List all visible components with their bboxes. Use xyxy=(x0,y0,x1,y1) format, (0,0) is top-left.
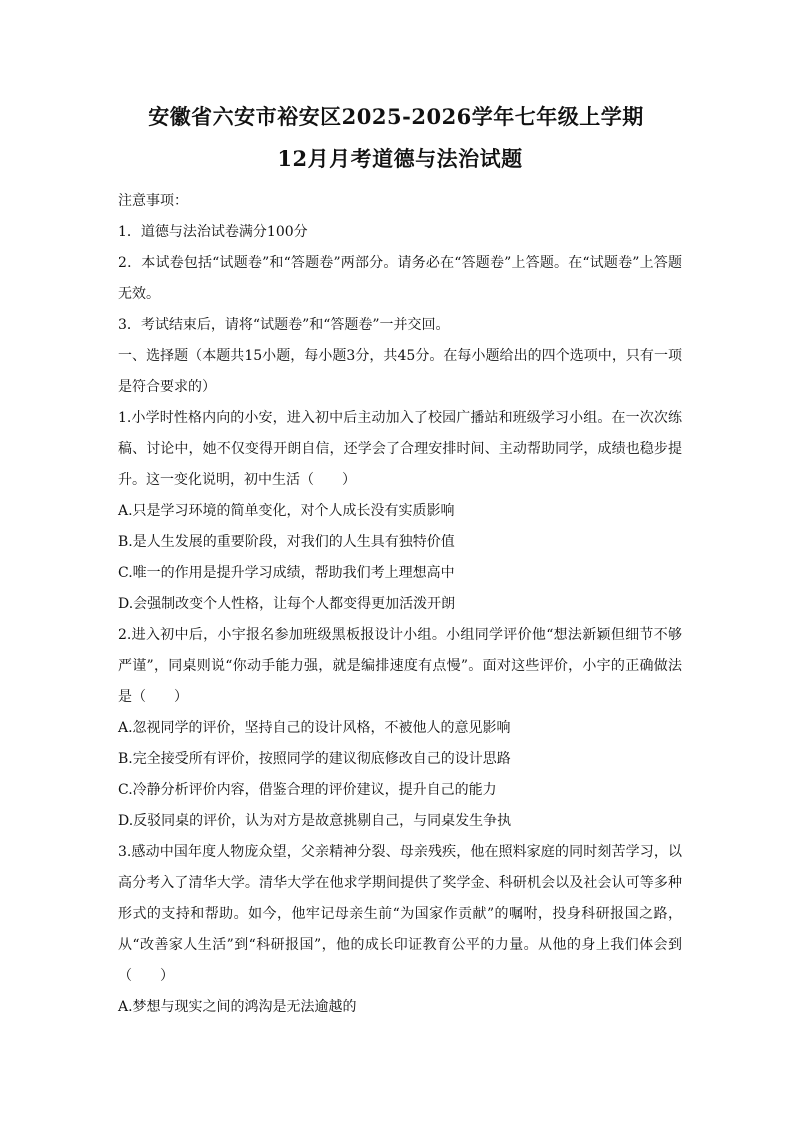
exam-page xyxy=(118,96,682,1023)
question-2-option-d: D.反驳同桌的评价，认为对方是故意挑剔自己，与同桌发生争执 xyxy=(118,813,512,829)
note-item-3: 3．考试结束后，请将“试题卷”和“答题卷”一并交回。 xyxy=(118,317,450,333)
section-heading: 一、选择题（本题共15小题，每小题3分，共45分。在每小题给出的四个选项中，只有一项是符合要求的） xyxy=(118,348,682,395)
question-1-option-c: C.唯一的作用是提升学习成绩，帮助我们考上理想高中 xyxy=(118,565,455,581)
question-2-option-a: A.忽视同学的评价，坚持自己的设计风格，不被他人的意见影响 xyxy=(118,720,511,736)
question-2-option-b: B.完全接受所有评价，按照同学的建议彻底修改自己的设计思路 xyxy=(118,751,511,767)
question-2-option-c: C.冷静分析评价内容，借鉴合理的评价建议，提升自己的能力 xyxy=(118,782,497,798)
question-3-stem: 3.感动中国年度人物庞众望，父亲精神分裂、母亲残疾，他在照料家庭的同时刻苦学习，以高分考入了清华大学。清华大学在他求学期间提供了奖学金、科研机会以及社会认可等多种形式的支持和帮助。如今，他牢记母亲生前“为国家作贡献”的嘱咐，投身科研报国之路，从“改善家人生活”到“科研报国”，他的成长印证教育公平的力量。从他的身上我们体会到（ ） xyxy=(118,844,682,984)
question-1-option-b: B.是人生发展的重要阶段，对我们的人生具有独特价值 xyxy=(118,534,455,550)
question-1-option-a: A.只是学习环境的简单变化，对个人成长没有实质影响 xyxy=(118,503,455,519)
note-item-2: 2．本试卷包括“试题卷”和“答题卷”两部分。请务必在“答题卷”上答题。在“试题卷”上答题无效。 xyxy=(118,255,682,302)
question-1-stem: 1.小学时性格内向的小安，进入初中后主动加入了校园广播站和班级学习小组。在一次次练稿、讨论中，她不仅变得开朗自信，还学会了合理安排时间、主动帮助同学，成绩也稳步提升。这一变化说明，初中生活（ ） xyxy=(118,410,682,488)
question-3-option-a: A.梦想与现实之间的鸿沟是无法逾越的 xyxy=(118,999,357,1015)
notes-heading: 注意事项： xyxy=(118,193,188,209)
exam-title-line2: 12月月考道德与法治试题 xyxy=(277,146,523,171)
exam-title-line1: 安徽省六安市裕安区2025-2026学年七年级上学期 xyxy=(148,104,644,129)
exam-body xyxy=(118,186,682,1023)
question-2-stem: 2.进入初中后，小宇报名参加班级黑板报设计小组。小组同学评价他“想法新颖但细节不够严谨”，同桌则说“你动手能力强，就是编排速度有点慢”。面对这些评价，小宇的正确做法是（ ） xyxy=(118,627,682,705)
note-item-1: 1．道德与法治试卷满分100分 xyxy=(118,224,308,240)
question-1-option-d: D.会强制改变个人性格，让每个人都变得更加活泼开朗 xyxy=(118,596,456,612)
